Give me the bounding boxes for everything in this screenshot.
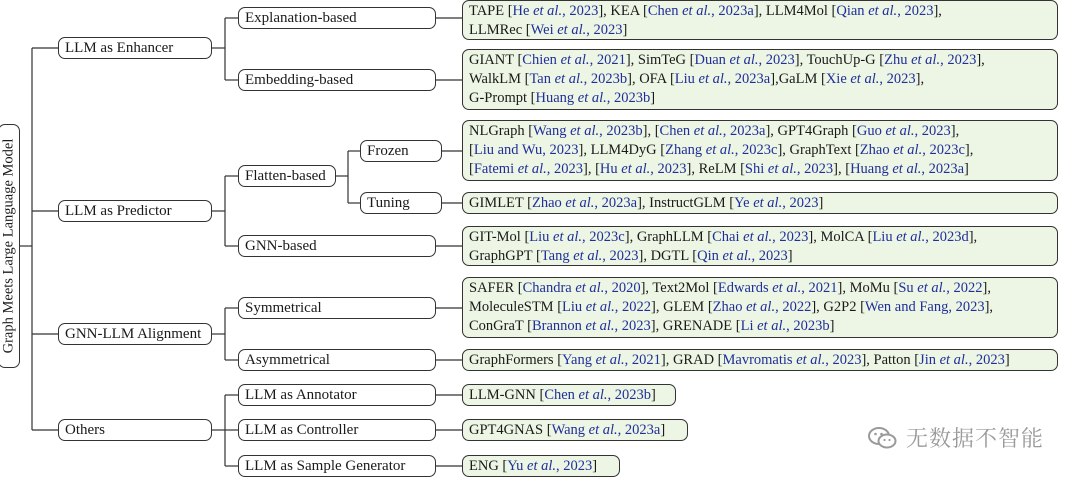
leaf-line: MoleculeSTM [Liu et al., 2022], GLEM [Zhao et al., 2022], G2P2 [Wen and Fang, 2023], [469, 299, 994, 315]
node-llm-as-controller [238, 419, 436, 441]
leaf-frozen [462, 120, 1058, 181]
node-label: Frozen [367, 143, 409, 159]
node-label: Tuning [367, 195, 410, 211]
node-explanation-based [238, 7, 436, 29]
leaf-line: GraphFormers [Yang et al., 2021], GRAD [Mavromatis et al., 2023], Patton [Jin et al., 2023] [469, 352, 1010, 368]
leaf-line: [Liu and Wu, 2023], LLM4DyG [Zhang et al., 2023c], GraphText [Zhao et al., 2023c], [469, 142, 974, 158]
leaf-symmetrical [462, 277, 1058, 338]
node-label: LLM as Predictor [65, 203, 172, 219]
node-label: LLM as Enhancer [65, 40, 174, 56]
wechat-icon [868, 426, 898, 450]
leaf-gnn-based [462, 226, 1058, 266]
leaf-line: WalkLM [Tan et al., 2023b], OFA [Liu et al., 2023a],GaLM [Xie et al., 2023], [469, 71, 925, 87]
node-label: Symmetrical [245, 300, 322, 316]
leaf-sample-generator [462, 455, 620, 477]
leaf-line: TAPE [He et al., 2023], KEA [Chen et al., 2023a], LLM4Mol [Qian et al., 2023], [469, 3, 942, 19]
node-asymmetrical [238, 349, 436, 371]
leaf-line: ConGraT [Brannon et al., 2023], GRENADE [Li et al., 2023b] [469, 318, 835, 334]
node-flatten-based [238, 165, 336, 187]
node-label: GNN-LLM Alignment [65, 326, 202, 342]
leaf-line: LLM-GNN [Chen et al., 2023b] [469, 387, 656, 403]
node-frozen [360, 140, 442, 162]
root-label: Graph Meets Large Language Model [0, 138, 17, 354]
leaf-line: LLMRec [Wei et al., 2023] [469, 22, 628, 38]
leaf-line: ENG [Yu et al., 2023] [469, 458, 598, 474]
leaf-line: G-Prompt [Huang et al., 2023b] [469, 90, 656, 106]
node-tuning [360, 192, 442, 214]
leaf-line: GIMLET [Zhao et al., 2023a], InstructGLM [Ye et al., 2023] [469, 195, 824, 211]
leaf-annotator [462, 384, 676, 406]
watermark [868, 422, 1044, 453]
node-llm-as-enhancer [58, 37, 212, 59]
node-gnn-llm-alignment [58, 323, 212, 345]
node-label: Others [65, 422, 105, 438]
node-llm-as-sample-generator [238, 455, 436, 477]
leaf-controller [462, 419, 688, 441]
node-label: LLM as Annotator [245, 387, 357, 403]
leaf-explanation-based [462, 0, 1058, 40]
leaf-embedding-based [462, 49, 1058, 110]
root-node [0, 0, 20, 480]
leaf-line: NLGraph [Wang et al., 2023b], [Chen et al., 2023a], GPT4Graph [Guo et al., 2023], [469, 123, 960, 139]
node-label: Asymmetrical [245, 352, 330, 368]
leaf-line: [Fatemi et al., 2023], [Hu et al., 2023], ReLM [Shi et al., 2023], [Huang et al., 2023a] [469, 161, 969, 177]
leaf-line: GPT4GNAS [Wang et al., 2023a] [469, 422, 666, 438]
watermark-text: 无数据不智能 [905, 427, 1044, 452]
node-label: LLM as Controller [245, 422, 359, 438]
leaf-line: GIANT [Chien et al., 2021], SimTeG [Duan et al., 2023], TouchUp-G [Zhu et al., 2023], [469, 52, 985, 68]
node-gnn-based [238, 235, 436, 257]
node-llm-as-annotator [238, 384, 436, 406]
leaf-tuning [462, 192, 1058, 214]
node-label: GNN-based [245, 238, 317, 254]
node-label: LLM as Sample Generator [245, 458, 406, 474]
node-llm-as-predictor [58, 200, 212, 222]
node-embedding-based [238, 69, 436, 91]
node-label: Explanation-based [245, 10, 357, 26]
leaf-asymmetrical [462, 349, 1058, 371]
node-symmetrical [238, 297, 436, 319]
node-label: Flatten-based [245, 168, 326, 184]
leaf-line: SAFER [Chandra et al., 2020], Text2Mol [Edwards et al., 2021], MoMu [Su et al., 2022], [469, 280, 991, 296]
node-others [58, 419, 212, 441]
node-label: Embedding-based [245, 72, 354, 88]
leaf-line: GraphGPT [Tang et al., 2023], DGTL [Qin et al., 2023] [469, 248, 793, 264]
leaf-line: GIT-Mol [Liu et al., 2023c], GraphLLM [Chai et al., 2023], MolCA [Liu et al., 2023d], [469, 229, 978, 245]
